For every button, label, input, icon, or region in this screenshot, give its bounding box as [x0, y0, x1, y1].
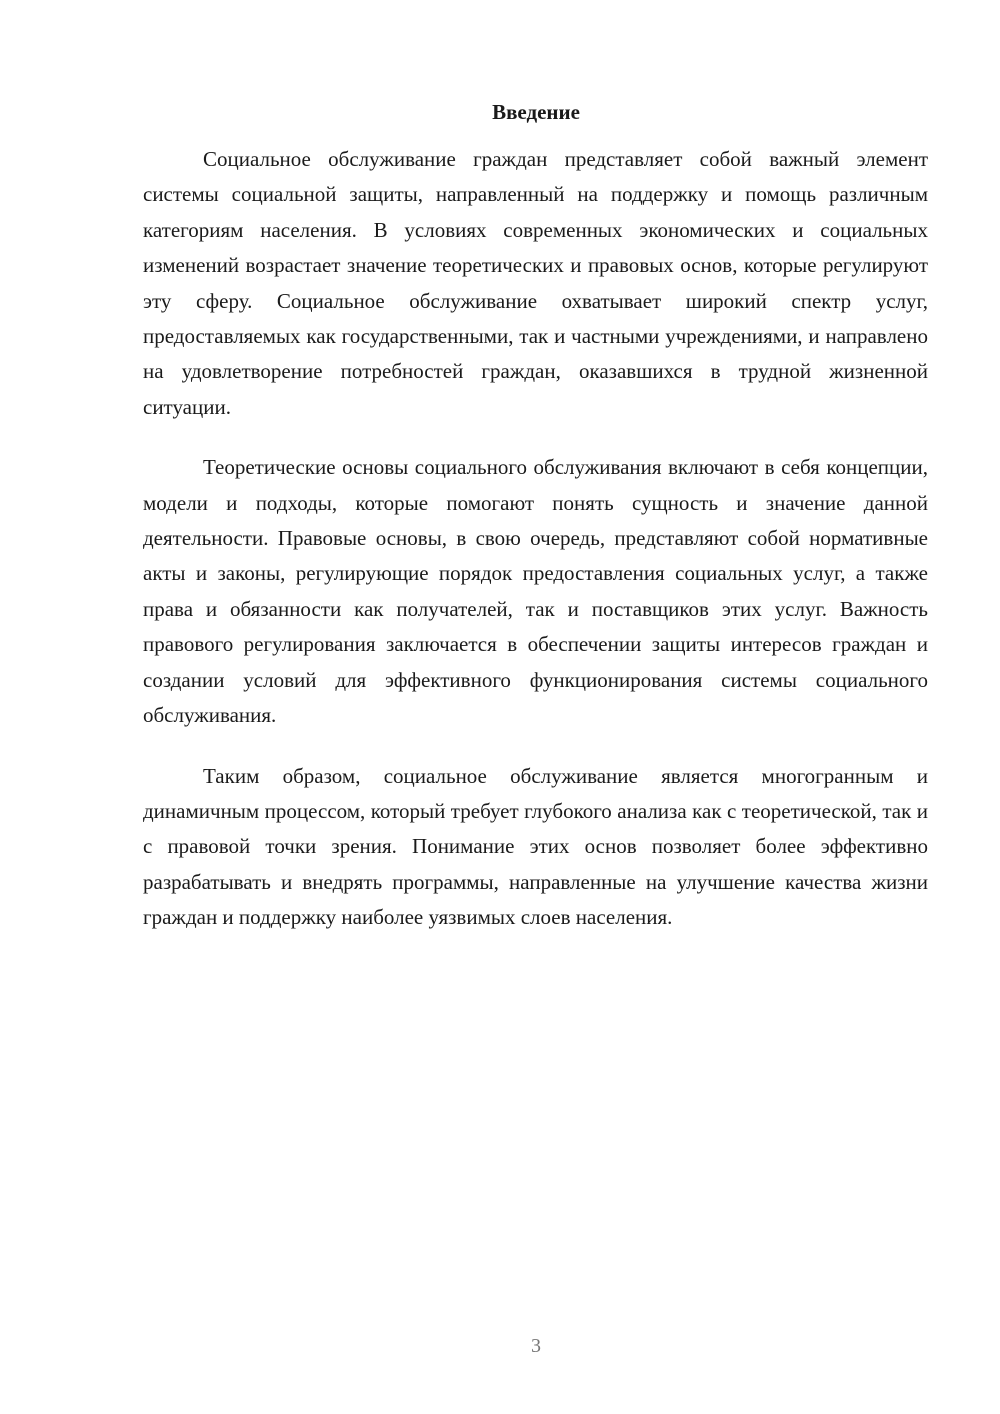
page-number: 3 — [531, 1335, 541, 1357]
paragraph-3: Таким образом, социальное обслуживание является многогранным и динамичным процессом, который требует глубокого анализа как с теоретической, так и с правовой точки зрения. Понимание этих основ позволяет более эффективно разрабатывать и внедрять программы, направленные на улучшение качества жизни граждан и поддержку наиболее уязвимых слоев населения. — [143, 763, 928, 930]
body-text — [143, 142, 928, 961]
paragraph-1: Социальное обслуживание граждан представляет собой важный элемент системы социальной защиты, направленный на поддержку и помощь различным категориям населения. В условиях современных экономических и социальных изменений возрастает значение теоретических и правовых основ, которые регулируют эту сферу. Социальное обслуживание охватывает широкий спектр услуг, предоставляемых как государственными, так и частными учреждениями, и направлено на удовлетворение потребностей граждан, оказавшихся в трудной жизненной ситуации. — [143, 147, 928, 419]
page-title: Введение — [492, 100, 580, 124]
paragraph-2: Теоретические основы социального обслуживания включают в себя концепции, модели и подходы, которые помогают понять сущность и значение данной деятельности. Правовые основы, в свою очередь, представляют собой нормативные акты и законы, регулирующие порядок предоставления социальных услуг, а также права и обязанности как получателей, так и поставщиков этих услуг. Важность правового регулирования заключается в обеспечении защиты интересов граждан и создании условий для эффективного функционирования системы социального обслуживания. — [143, 455, 928, 728]
